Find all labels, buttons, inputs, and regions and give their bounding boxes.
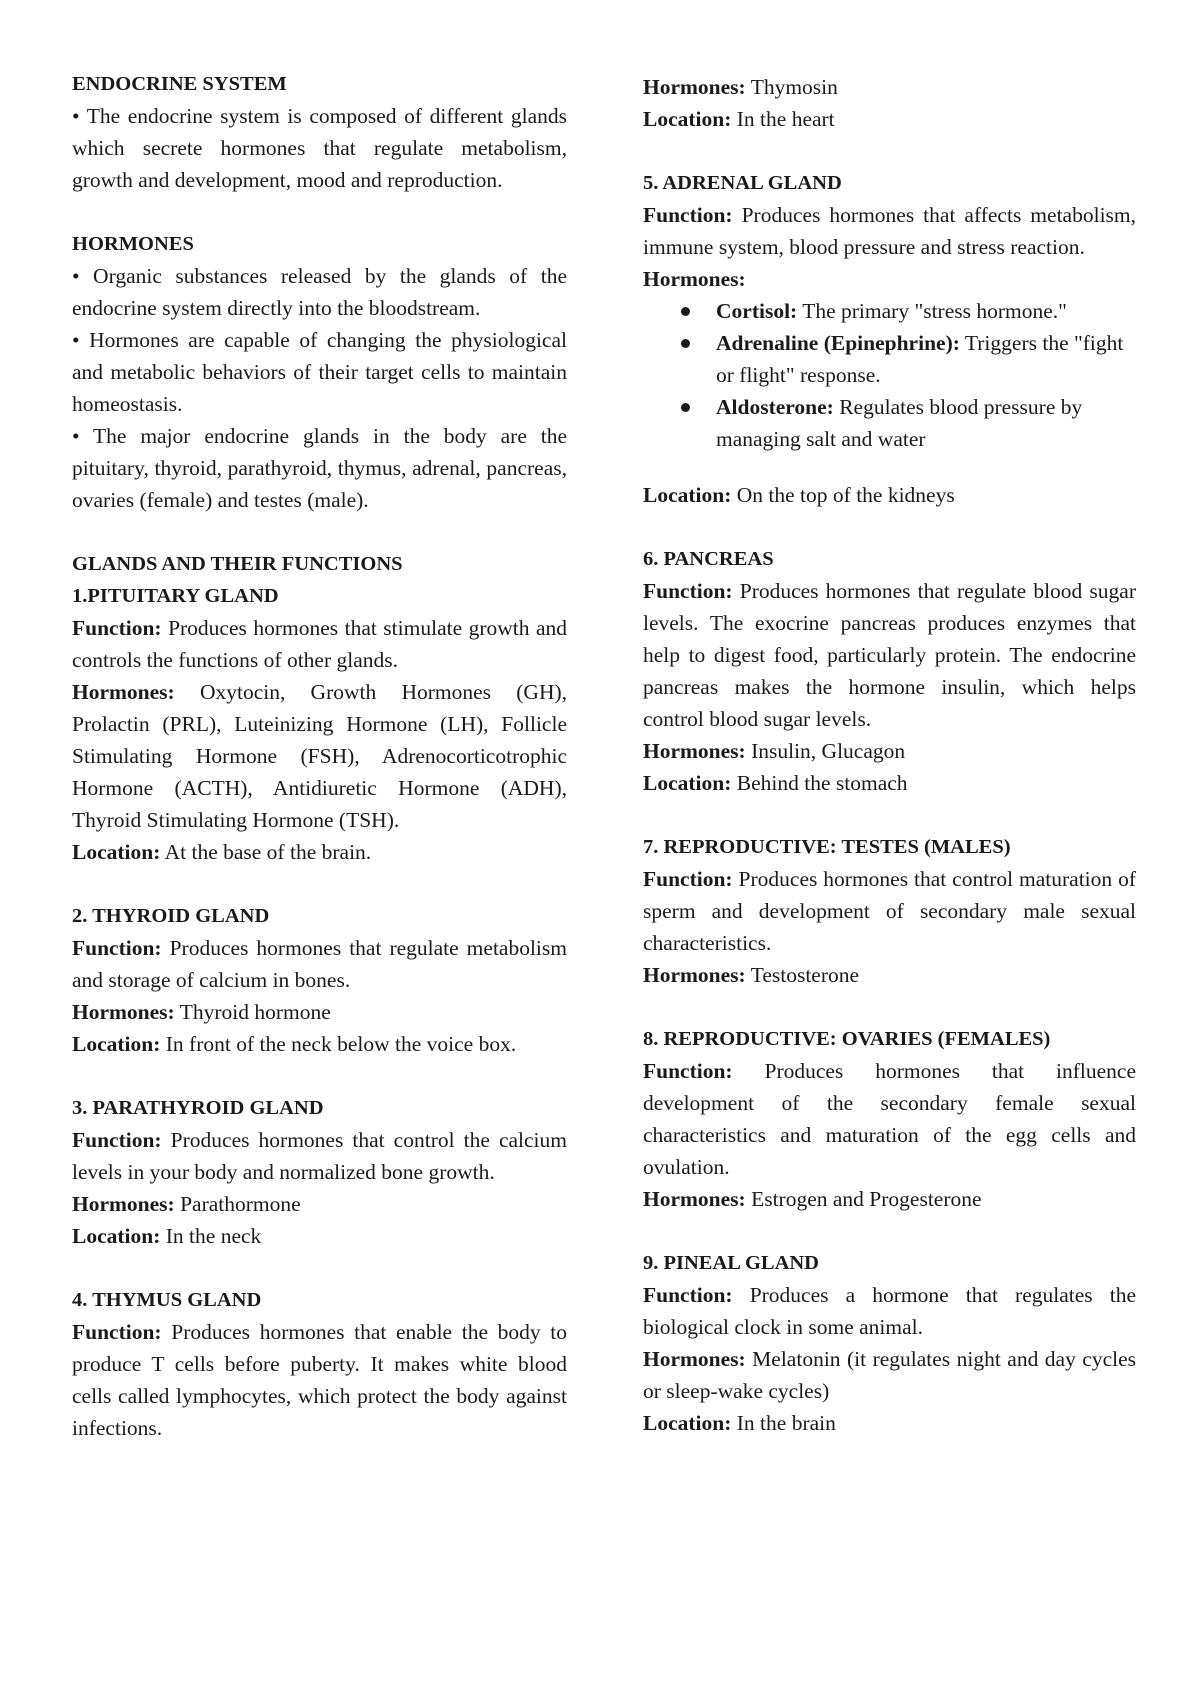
hormones-label: Hormones: <box>72 1192 175 1216</box>
hormones-label: Hormones: <box>72 680 175 704</box>
gland-location: Location: At the base of the brain. <box>72 840 372 864</box>
gland-hormones: Hormones: Insulin, Glucagon <box>643 739 906 763</box>
gland-hormones: Hormones: Testosterone <box>643 963 860 987</box>
gland-ovaries <box>643 1023 1136 1215</box>
function-label: Function: <box>643 203 733 227</box>
gland-function: Function: Produces a hormone that regulates the biological clock in some animal. <box>643 1283 1136 1339</box>
gland-pituitary <box>72 580 567 868</box>
location-label: Location: <box>72 1224 161 1248</box>
gland-title: 2. THYROID GLAND <box>72 905 270 927</box>
location-label: Location: <box>72 840 161 864</box>
gland-function: Function: Produces hormones that regulate metabolism and storage of calcium in bones. <box>72 936 567 992</box>
gland-location: Location: In the neck <box>72 1224 262 1248</box>
list-item: Cortisol: The primary "stress hormone." <box>716 295 1136 327</box>
gland-title: 4. THYMUS GLAND <box>72 1289 262 1311</box>
location-label: Location: <box>643 1411 732 1435</box>
function-label: Function: <box>72 616 162 640</box>
gland-function: Function: Produces hormones that control the calcium levels in your body and normalized bone growth. <box>72 1128 567 1184</box>
intro-bullet: • The endocrine system is composed of different glands which secrete hormones that regulate metabolism, growth and development, mood and reproduction. <box>72 104 567 192</box>
gland-hormones: Hormones: Oxytocin, Growth Hormones (GH), Prolactin (PRL), Luteinizing Hormone (LH), Follicle Stimulating Hormone (FSH), Adrenocorticotrophic Hormone (ACTH), Antidiuretic Hormone (ADH), Thyroid Stimulating Hormone (TSH). <box>72 680 567 832</box>
location-label: Location: <box>643 483 732 507</box>
hormones-label: Hormones: <box>643 963 746 987</box>
gland-parathyroid <box>72 1092 567 1252</box>
gland-location: Location: In the brain <box>643 1411 836 1435</box>
gland-hormones <box>643 263 1136 295</box>
document-title: ENDOCRINE SYSTEM <box>72 73 287 95</box>
gland-hormones: Hormones: Estrogen and Progesterone <box>643 1187 982 1211</box>
gland-function: Function: Produces hormones that enable the body to produce T cells before puberty. It makes white blood cells called lymphocytes, which protect the body against infections. <box>72 1320 567 1440</box>
gland-function: Function: Produces hormones that control maturation of sperm and development of secondary male sexual characteristics. <box>643 867 1136 955</box>
gland-location: Location: In front of the neck below the voice box. <box>72 1032 517 1056</box>
location-label: Location: <box>72 1032 161 1056</box>
gland-title: 6. PANCREAS <box>643 548 774 570</box>
gland-title: 5. ADRENAL GLAND <box>643 172 842 194</box>
hormones-label: Hormones: <box>72 1000 175 1024</box>
glands-heading: GLANDS AND THEIR FUNCTIONS <box>72 553 403 575</box>
gland-pancreas <box>643 543 1136 799</box>
gland-function: Function: Produces hormones that regulate blood sugar levels. The exocrine pancreas produces enzymes that help to digest food, particularly protein. The endocrine pancreas makes the hormone insulin, which helps control blood sugar levels. <box>643 579 1137 731</box>
hormones-label: Hormones: <box>643 1347 746 1371</box>
function-label: Function: <box>643 1059 733 1083</box>
gland-adrenal <box>643 167 1136 511</box>
gland-location: Location: Behind the stomach <box>643 771 908 795</box>
function-label: Function: <box>643 579 733 603</box>
gland-hormones: Hormones: Melatonin (it regulates night and day cycles or sleep-wake cycles) <box>643 1347 1136 1403</box>
gland-location: Location: On the top of the kidneys <box>643 483 955 507</box>
location-label: Location: <box>643 771 732 795</box>
adrenal-hormone-list <box>643 295 1136 455</box>
gland-title: 9. PINEAL GLAND <box>643 1252 819 1274</box>
gland-title: 3. PARATHYROID GLAND <box>72 1097 324 1119</box>
gland-pineal <box>643 1247 1136 1439</box>
function-label: Function: <box>643 867 733 891</box>
location-label: Location: <box>643 107 732 131</box>
gland-function: Function: Produces hormones that affects metabolism, immune system, blood pressure and stress reaction. <box>643 203 1137 259</box>
gland-testes <box>643 831 1136 991</box>
gland-title: 7. REPRODUCTIVE: TESTES (MALES) <box>643 836 1011 858</box>
function-label: Function: <box>72 1320 162 1344</box>
hormones-label: Hormones: <box>643 267 746 291</box>
gland-function: Function: Produces hormones that influence development of the secondary female sexual characteristics and maturation of the egg cells and ovulation. <box>643 1059 1136 1179</box>
function-label: Function: <box>643 1283 733 1307</box>
hormones-bullet: • The major endocrine glands in the body are the pituitary, thyroid, parathyroid, thymus, adrenal, pancreas, ovaries (female) and testes (male). <box>72 424 567 512</box>
right-column <box>643 71 1136 1439</box>
hormones-label: Hormones: <box>643 1187 746 1211</box>
left-column <box>72 68 567 1444</box>
hormones-label: Hormones: <box>643 75 746 99</box>
gland-thymus <box>72 1284 567 1444</box>
gland-hormones: Hormones: Parathormone <box>72 1192 301 1216</box>
list-item: Adrenaline (Epinephrine): Triggers the "fight or flight" response. <box>716 327 1136 391</box>
gland-title: 1.PITUITARY GLAND <box>72 585 279 607</box>
hormones-label: Hormones: <box>643 739 746 763</box>
gland-title: 8. REPRODUCTIVE: OVARIES (FEMALES) <box>643 1028 1051 1050</box>
gland-thyroid <box>72 900 567 1060</box>
gland-hormones: Hormones: Thymosin <box>643 75 838 99</box>
hormones-heading: HORMONES <box>72 233 194 255</box>
hormones-bullet: • Hormones are capable of changing the physiological and metabolic behaviors of their target cells to maintain homeostasis. <box>72 328 567 416</box>
hormones-bullet: • Organic substances released by the glands of the endocrine system directly into the bloodstream. <box>72 264 567 320</box>
gland-hormones: Hormones: Thyroid hormone <box>72 1000 331 1024</box>
gland-location: Location: In the heart <box>643 107 835 131</box>
list-item: Aldosterone: Regulates blood pressure by managing salt and water <box>716 391 1136 455</box>
function-label: Function: <box>72 1128 162 1152</box>
function-label: Function: <box>72 936 162 960</box>
gland-function: Function: Produces hormones that stimulate growth and controls the functions of other glands. <box>72 616 568 672</box>
